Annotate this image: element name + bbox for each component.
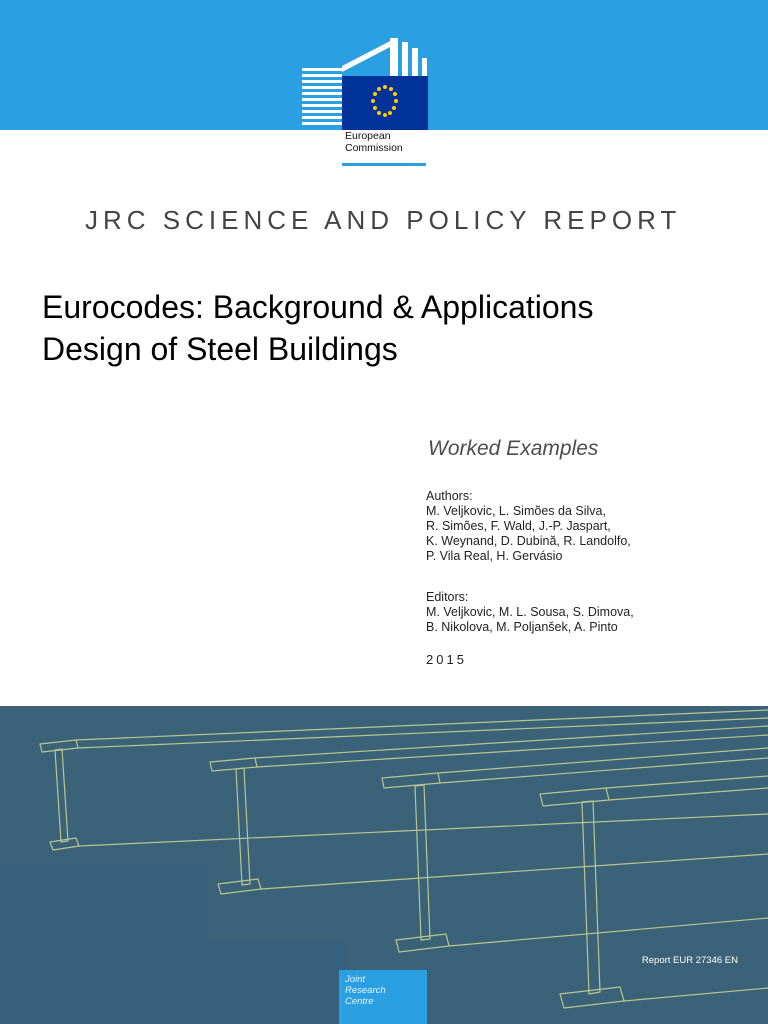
editors-line: M. Veljkovic, M. L. Sousa, S. Dimova, <box>426 605 634 619</box>
editors-label: Editors: <box>426 590 469 604</box>
authors-block <box>426 489 631 564</box>
report-number: Report EUR 27346 EN <box>641 955 738 966</box>
authors-label: Authors: <box>426 489 473 503</box>
report-title <box>42 286 593 370</box>
jrc-line-2: Research <box>345 985 386 996</box>
publication-year: 2015 <box>426 652 467 667</box>
eu-flag-icon <box>342 76 428 130</box>
jrc-line-3: Centre <box>345 996 374 1007</box>
editors-line: B. Nikolova, M. Poljanšek, A. Pinto <box>426 620 618 634</box>
authors-line: R. Simões, F. Wald, J.-P. Jaspart, <box>426 519 611 533</box>
title-line-1: Eurocodes: Background & Applications <box>42 289 594 325</box>
authors-line: P. Vila Real, H. Gervásio <box>426 549 563 563</box>
report-subtitle: Worked Examples <box>428 437 599 460</box>
jrc-badge <box>339 970 427 1024</box>
logo-wordmark <box>345 130 403 154</box>
logo-line-1: European <box>345 130 391 142</box>
cover-panel <box>0 943 345 1024</box>
logo-underline <box>342 163 426 166</box>
logo-line-2: Commission <box>345 142 403 154</box>
cover-illustration <box>0 706 768 1024</box>
jrc-line-1: Joint <box>345 974 366 985</box>
report-series-heading: JRC SCIENCE AND POLICY REPORT <box>85 205 682 235</box>
title-line-2: Design of Steel Buildings <box>42 331 398 367</box>
editors-block <box>426 590 634 635</box>
authors-line: M. Veljkovic, L. Simões da Silva, <box>426 504 606 518</box>
jrc-badge-text <box>345 974 386 1007</box>
authors-line: K. Weynand, D. Dubină, R. Landolfo, <box>426 534 631 548</box>
